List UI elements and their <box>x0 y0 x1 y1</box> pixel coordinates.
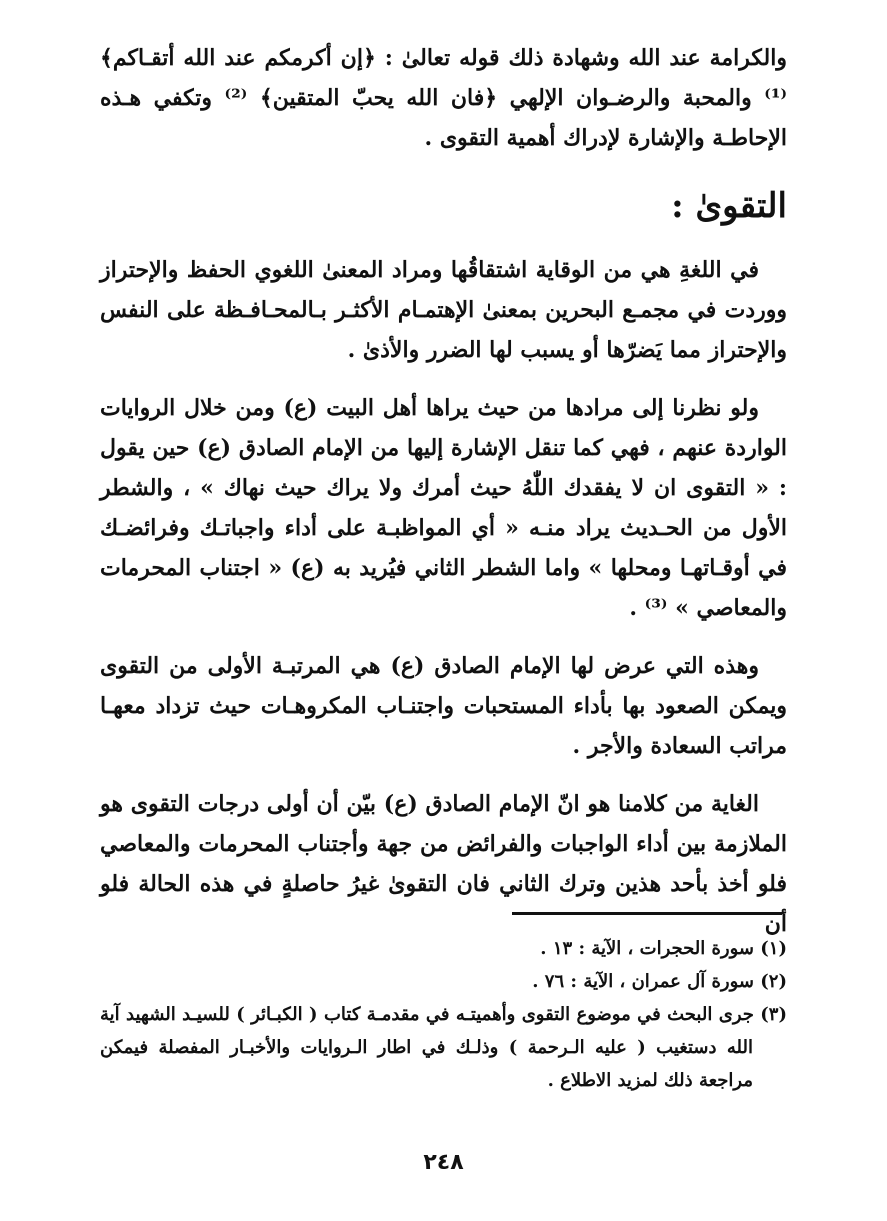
footnote-1: (١) سورة الحجرات ، الآية : ١٣ . <box>540 938 787 959</box>
intro-paragraph: والكرامة عند الله وشهادة ذلك قوله تعالىٰ : ﴿إن أكرمكم عند الله أتقـاكم﴾ ⁽¹⁾ والمحبة والرضـوان الإلهي ﴿فان الله يحبّ المتقين﴾ ⁽²⁾ وتكفي هـذه الإحاطـة والإشارة لإدراك أهمية التقوى . <box>100 45 788 151</box>
footnote-3: (٣) جرى البحث في موضوع التقوى وأهميتـه في مقدمـة كتاب ( الكبـائر ) للسيـد الشهيد آية الله دستغيب ( عليه الـرحمة ) وذلـك في اطار الـروايات والأخبـار المفصلة فيمكن مراجعة ذلك لمزيد الاطلاع . <box>100 1004 787 1091</box>
paragraph-language-definition: في اللغةِ هي من الوقاية اشتقاقُها ومراد المعنىٰ اللغوي الحفظ والإحتراز ووردت في مجمـع البحرين بمعنىٰ الإهتمـام الأكثـر بـالمحـافـظة على النفس والإحتراز مما يَضرّها أو يسبب لها الضرر والأذىٰ . <box>100 257 787 363</box>
section-heading: التقوىٰ : <box>671 186 787 226</box>
paragraph-first-rank: وهذه التي عرض لها الإمام الصادق (ع) هي المرتبـة الأولى من التقوى ويمكن الصعود بها بأداء المستحبات واجتنـاب المكروهـات حيث تزداد معهـا مراتب السعادة والأجر . <box>100 653 787 759</box>
page-number: ٢٤٨ <box>423 1150 464 1175</box>
main-text <box>100 38 787 962</box>
footnote-2: (٢) سورة آل عمران ، الآية : ٧٦ . <box>532 971 787 992</box>
footnotes <box>100 932 787 1097</box>
paragraph-ahl-al-bayt: ولو نظرنا إلى مرادها من حيث يراها أهل البيت (ع) ومن خلال الروايات الواردة عنهم ، فهي كما تنقل الإشارة إليها من الإمام الصادق (ع) حين يقول : « التقوى ان لا يفقدك اللّٰهُ حيث أمرك ولا يراك حيث نهاك » ، والشطر الأول من الحـديث يراد منـه « أي المواظبـة على أداء واجباتـك وفرائضـك في أوقـاتهـا ومحلها » واما الشطر الثاني فيُريد به (ع) « اجتناب المحرمات والمعاصي » ⁽³⁾ . <box>100 395 787 621</box>
paragraph-goal: الغاية من كلامنا هو انّ الإمام الصادق (ع) بيّن أن أولى درجات التقوى هو الملازمة بين أداء الواجبات والفرائض من جهة وأجتناب المحرمات والمعاصي فلو أخذ بأحد هذين وترك الثاني فان التقوىٰ غيرُ حاصلةٍ في هذه الحالة فلو أن <box>100 791 787 937</box>
footnote-divider <box>512 912 782 915</box>
